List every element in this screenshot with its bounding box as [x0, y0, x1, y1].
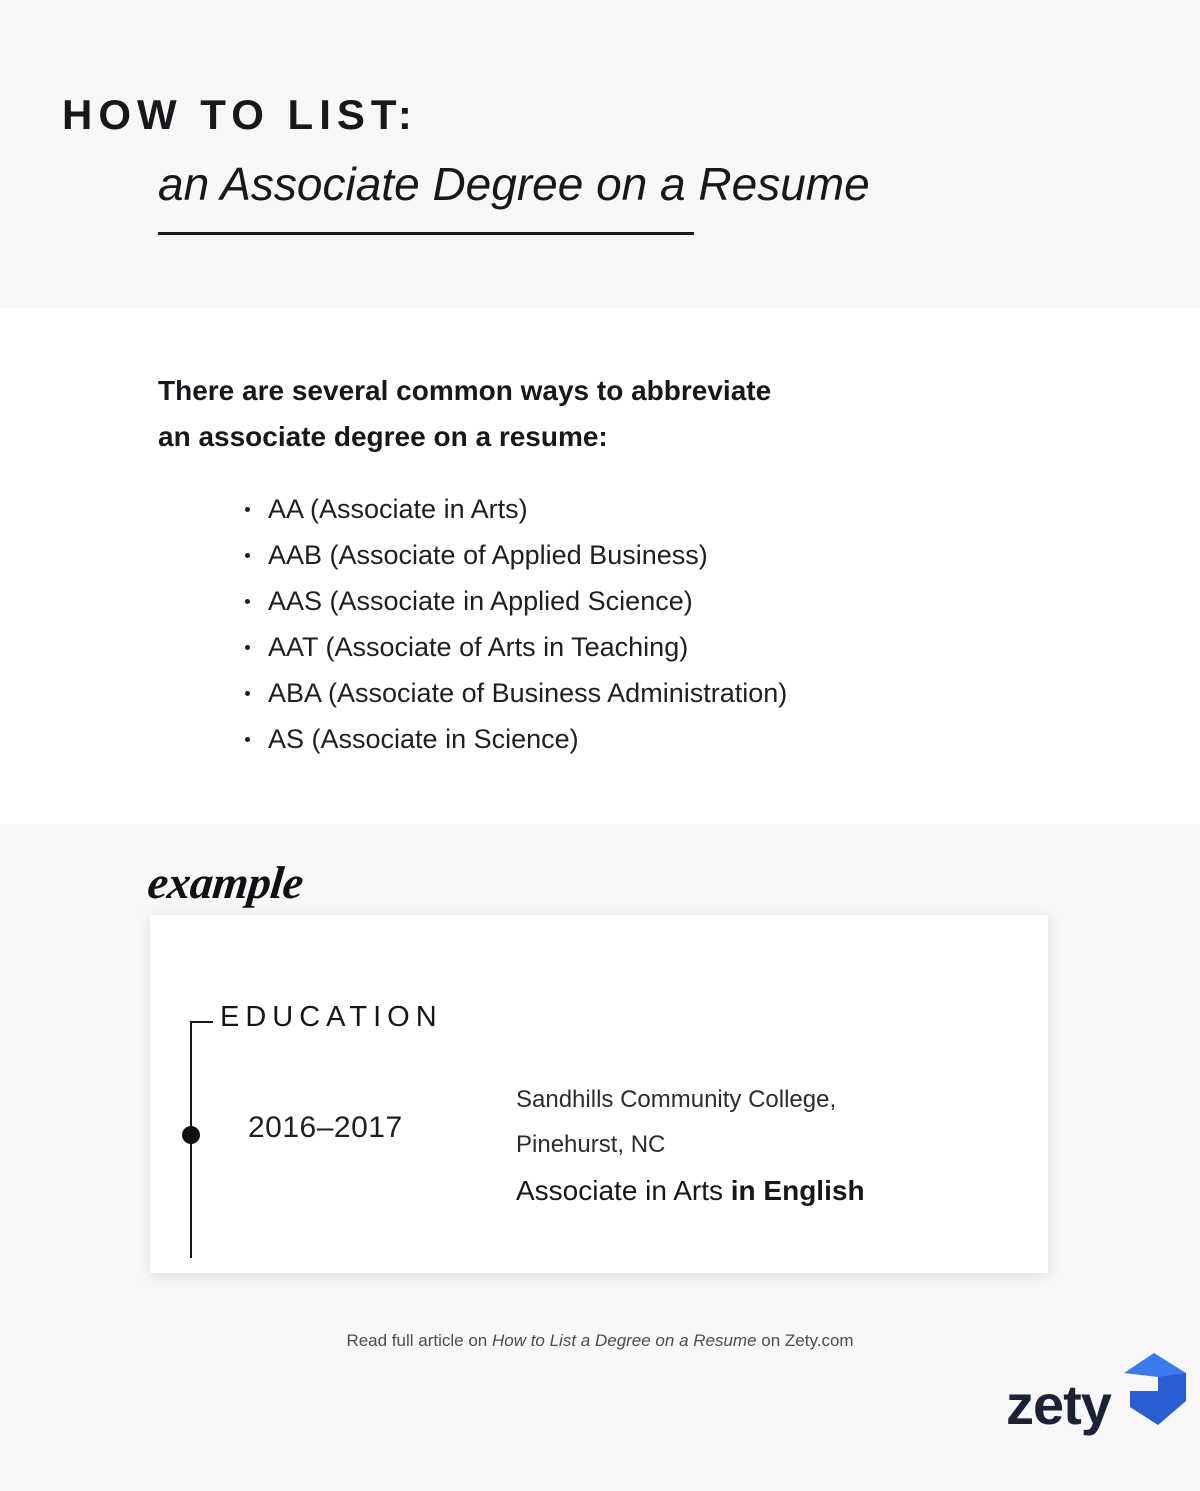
- example-label: example: [145, 857, 306, 908]
- education-school-location: Pinehurst, NC: [516, 1131, 666, 1158]
- bullet-icon: [245, 553, 250, 558]
- list-item: [240, 486, 787, 532]
- list-item: [240, 716, 787, 762]
- subtitle-underline: [158, 232, 694, 235]
- education-section-heading: EDUCATION: [220, 1001, 443, 1033]
- intro-line-1: There are several common ways to abbreviate: [158, 375, 772, 406]
- footer-note-prefix: Read full article on: [346, 1331, 492, 1350]
- list-item-label: AAB (Associate of Applied Business): [268, 540, 708, 570]
- bullet-icon: [245, 737, 250, 742]
- education-school-name: Sandhills Community College,: [516, 1086, 837, 1113]
- intro-line-2: an associate degree on a resume:: [158, 421, 608, 452]
- footer-attribution: [0, 1331, 1200, 1351]
- education-entry-dates: 2016–2017: [248, 1111, 403, 1144]
- bullet-icon: [245, 507, 250, 512]
- education-degree-major: in English: [730, 1175, 865, 1206]
- list-item: [240, 624, 787, 670]
- page-subtitle-wrap: [158, 160, 870, 208]
- abbreviation-list: [240, 486, 787, 762]
- page-subtitle: an Associate Degree on a Resume: [158, 158, 870, 210]
- list-item-label: AA (Associate in Arts): [268, 494, 528, 524]
- education-degree-name: Associate in Arts: [516, 1175, 731, 1206]
- timeline-dot-icon: [182, 1126, 200, 1144]
- list-item: [240, 532, 787, 578]
- list-item-label: AS (Associate in Science): [268, 724, 579, 754]
- zety-logo: [1006, 1363, 1186, 1453]
- list-item-label: ABA (Associate of Business Administration): [268, 678, 788, 708]
- abbreviation-section: [0, 308, 1200, 824]
- zety-wordmark: zety: [1006, 1373, 1111, 1436]
- list-item: [240, 670, 787, 716]
- bullet-icon: [245, 691, 250, 696]
- intro-paragraph: [158, 368, 938, 460]
- page-title-kicker: HOW TO LIST:: [62, 91, 418, 138]
- list-item: [240, 578, 787, 624]
- footer-note-suffix: on Zety.com: [756, 1331, 854, 1350]
- education-degree-line: [516, 1169, 1016, 1213]
- header-band: [0, 0, 1200, 308]
- bullet-icon: [245, 599, 250, 604]
- zety-arrow-icon: [1118, 1351, 1190, 1429]
- resume-example-card: [150, 915, 1048, 1273]
- list-item-label: AAT (Associate of Arts in Teaching): [268, 632, 689, 662]
- bullet-icon: [245, 645, 250, 650]
- footer-article-title: How to List a Degree on a Resume: [491, 1331, 757, 1350]
- education-entry-details: [516, 1077, 1016, 1213]
- list-item-label: AAS (Associate in Applied Science): [268, 586, 693, 616]
- timeline-bracket-icon: [190, 1021, 213, 1023]
